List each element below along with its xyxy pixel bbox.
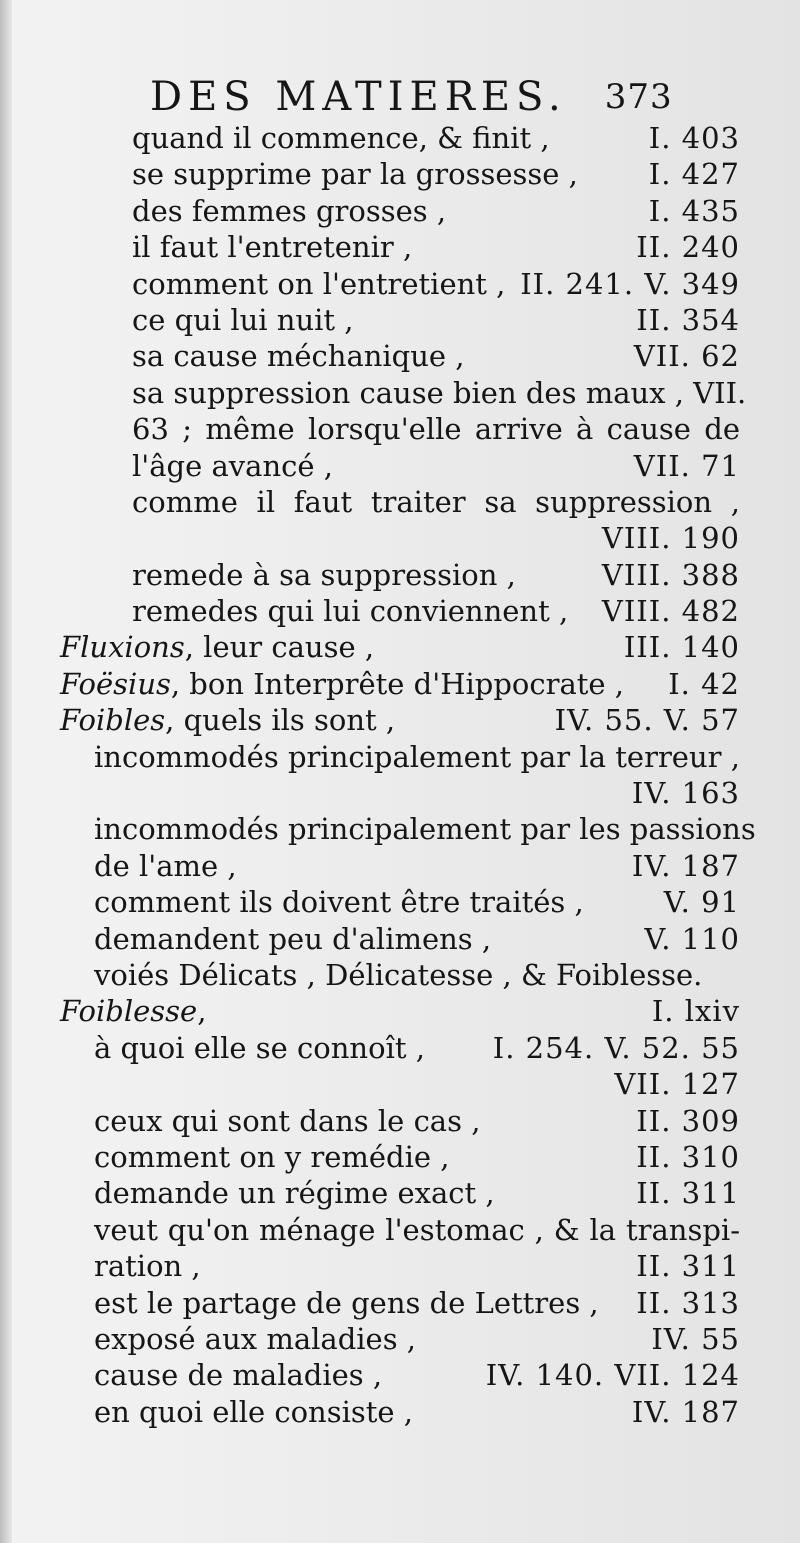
entry-description: sa cause méchanique ,	[132, 339, 465, 374]
index-subentry	[0, 520, 800, 556]
index-subentry	[0, 411, 800, 447]
entry-description: ceux qui sont dans le cas ,	[94, 1103, 481, 1138]
index-subentry	[0, 884, 800, 920]
index-subentry	[0, 193, 800, 229]
index-subentry	[0, 156, 800, 192]
entry-text	[94, 1285, 599, 1321]
entry-description: cause de maladies ,	[94, 1358, 383, 1393]
entry-description: remedes qui lui conviennent ,	[132, 594, 569, 629]
index-subentry	[0, 120, 800, 156]
entry-text	[132, 193, 446, 229]
index-subentry	[0, 375, 800, 411]
entry-description: quand il commence, & finit ,	[132, 121, 550, 155]
entry-text	[132, 156, 578, 192]
entry-reference: II. 309	[636, 1103, 740, 1138]
entry-text	[94, 739, 740, 775]
entry-description: ce qui lui nuit ,	[132, 302, 354, 337]
index-subentry	[0, 484, 800, 520]
index-subentry	[0, 1212, 800, 1248]
entry-reference: IV. 140. VII. 124	[485, 1358, 740, 1393]
index-subentry	[0, 739, 800, 775]
entry-text	[94, 1212, 740, 1248]
entry-description: exposé aux maladies ,	[94, 1321, 417, 1356]
index-subentry	[0, 1357, 800, 1393]
entry-term: Foibles	[60, 703, 166, 738]
entry-text	[60, 629, 374, 665]
entry-text	[94, 1394, 413, 1430]
running-head-title: DES MATIERES.	[150, 74, 567, 120]
entry-reference: IV. 55. V. 57	[554, 703, 740, 738]
entry-term: Fluxions	[60, 630, 185, 665]
entry-text	[132, 411, 740, 447]
entry-description: , bon Interprête d'Hippocrate ,	[170, 666, 624, 701]
entry-description: se supprime par la grossesse ,	[132, 157, 578, 192]
entry-text	[132, 338, 465, 374]
index-subentry	[0, 593, 800, 629]
index-entry-heading	[0, 666, 800, 702]
index-entry-heading	[0, 629, 800, 665]
entry-description: demandent peu d'alimens ,	[94, 921, 492, 956]
entry-text	[132, 229, 412, 265]
entry-reference: I. 403	[648, 121, 740, 155]
index-subentry	[0, 1248, 800, 1284]
entry-reference: V. 110	[644, 921, 740, 956]
entry-reference: IV. 55	[651, 1321, 740, 1356]
entry-description: des femmes grosses ,	[132, 193, 447, 228]
entry-reference: II. 240	[636, 230, 740, 265]
entry-description: , quels ils sont ,	[165, 703, 396, 738]
entry-reference: I. 254. V. 52. 55	[492, 1030, 740, 1065]
entry-term: Foiblesse	[60, 994, 198, 1029]
entry-reference: II. 313	[636, 1285, 740, 1320]
entry-reference: IV. 187	[631, 1394, 740, 1429]
entry-text	[132, 266, 505, 302]
index-subentry	[0, 921, 800, 957]
entry-reference: VII. 127	[614, 1067, 740, 1102]
index-entry-heading	[0, 702, 800, 738]
entry-description: remede à sa suppression ,	[132, 557, 516, 592]
entry-reference: VIII. 190	[601, 521, 740, 556]
entry-text	[94, 811, 756, 847]
entry-description: voiés Délicats , Délicatesse , & Foiblesse.	[94, 957, 703, 992]
entry-text	[94, 1248, 201, 1284]
page-number: 373	[604, 77, 673, 117]
entry-description: il faut l'entretenir ,	[132, 230, 413, 265]
entry-text	[94, 884, 584, 920]
entry-description: en quoi elle consiste ,	[94, 1394, 414, 1429]
entry-reference: VII. 71	[633, 448, 740, 483]
entry-text	[60, 666, 624, 702]
entry-text	[94, 957, 702, 993]
entry-text	[132, 593, 568, 629]
entry-text	[94, 1139, 450, 1175]
index-subentry	[0, 1139, 800, 1175]
entry-text	[132, 557, 516, 593]
index-subentry	[0, 848, 800, 884]
entry-reference: VIII. 388	[601, 557, 740, 592]
entry-reference: II. 310	[636, 1139, 740, 1174]
entry-reference: II. 311	[636, 1249, 740, 1284]
entry-reference: V. 91	[663, 885, 740, 920]
entry-description: est le partage de gens de Lettres ,	[94, 1285, 599, 1320]
index-subentry	[0, 1066, 800, 1102]
index-subentry	[0, 557, 800, 593]
index-subentry	[0, 229, 800, 265]
entry-description: , leur cause ,	[184, 630, 375, 665]
index-subentry	[0, 775, 800, 811]
entry-reference: VIII. 482	[601, 594, 740, 629]
index-subentry	[0, 266, 800, 302]
entry-description: de l'ame ,	[94, 848, 237, 883]
entry-text	[60, 993, 206, 1029]
index-subentry	[0, 338, 800, 374]
entry-text	[132, 302, 354, 338]
entry-text	[94, 1321, 416, 1357]
entry-reference: II. 241. V. 349	[520, 266, 740, 301]
entry-text	[94, 921, 491, 957]
index-subentry	[0, 1285, 800, 1321]
entry-reference: I. 435	[648, 193, 740, 228]
entry-text	[132, 375, 747, 411]
entry-text	[60, 702, 395, 738]
entry-text	[94, 848, 237, 884]
entry-reference: IV. 187	[631, 848, 740, 883]
index-subentry	[0, 302, 800, 338]
entry-text	[94, 1103, 480, 1139]
index-subentry	[0, 811, 800, 847]
entry-text	[132, 448, 333, 484]
entry-description: l'âge avancé ,	[132, 448, 333, 483]
entry-reference: II. 354	[636, 302, 740, 337]
entry-description: incommodés principalement par la terreur ,	[94, 739, 740, 774]
entry-reference: I. 427	[648, 157, 740, 192]
entry-reference: III. 140	[623, 630, 740, 665]
entry-reference: IV. 163	[631, 776, 740, 811]
entry-description: ration ,	[94, 1249, 201, 1284]
entry-description: demande un régime exact ,	[94, 1176, 495, 1211]
index-entry-heading	[0, 993, 800, 1029]
entry-text	[132, 120, 550, 156]
entry-text	[94, 1357, 382, 1393]
entry-text	[132, 484, 740, 520]
index-subentry	[0, 1321, 800, 1357]
entry-description: comme il faut traiter sa suppression ,	[132, 484, 740, 519]
running-head	[150, 72, 790, 122]
index-subentry	[0, 1394, 800, 1430]
entry-description: comment on l'entretient ,	[132, 266, 506, 301]
entry-description: ,	[197, 994, 207, 1029]
index-subentry	[0, 1030, 800, 1066]
index-subentry	[0, 1103, 800, 1139]
entry-term: Foësius	[60, 666, 171, 701]
entry-reference: I. lxiv	[651, 994, 740, 1029]
entry-text	[94, 1175, 495, 1211]
entry-description: comment ils doivent être traités ,	[94, 885, 584, 920]
index-subentry	[0, 957, 800, 993]
entry-description: incommodés principalement par les passions	[94, 812, 756, 847]
entry-description: sa suppression cause bien des maux , VII.	[132, 375, 747, 410]
entry-description: 63 ; même lorsqu'elle arrive à cause de	[132, 412, 740, 447]
entry-reference: I. 42	[668, 666, 740, 701]
entry-description: à quoi elle se connoît ,	[94, 1030, 425, 1065]
entry-text	[94, 1030, 425, 1066]
index-subentry	[0, 448, 800, 484]
entry-description: comment on y remédie ,	[94, 1139, 450, 1174]
index-subentry	[0, 1175, 800, 1211]
entry-reference: VII. 62	[633, 339, 740, 374]
entry-reference: II. 311	[636, 1176, 740, 1211]
entry-description: veut qu'on ménage l'estomac , & la transpi-	[94, 1212, 740, 1247]
index-entries	[0, 120, 800, 1430]
